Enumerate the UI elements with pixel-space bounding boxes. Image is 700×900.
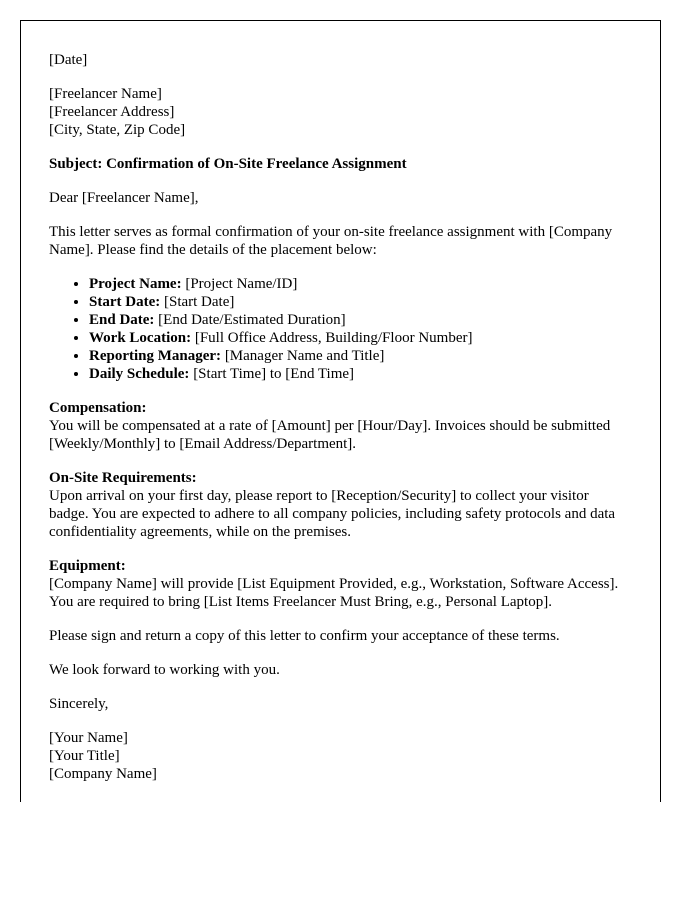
letter-subject: Subject: Confirmation of On-Site Freelance Assignment	[49, 156, 407, 172]
signature-name: [Your Name]	[49, 730, 128, 746]
recipient-name: [Freelancer Name]	[49, 86, 162, 102]
salutation: Dear [Freelancer Name],	[49, 190, 199, 206]
detail-value: [Manager Name and Title]	[221, 348, 385, 364]
detail-daily-schedule	[89, 365, 632, 383]
detail-value: [Start Date]	[160, 294, 235, 310]
detail-term: End Date:	[89, 312, 155, 328]
detail-term: Start Date:	[89, 294, 161, 310]
letter-page	[20, 20, 661, 802]
intro-paragraph: This letter serves as formal confirmation of your on-site freelance assignment with [Company Name]. Please find the details of the placement below:	[49, 224, 613, 258]
assignment-details-list	[49, 275, 632, 383]
compensation-heading: Compensation:	[49, 400, 147, 416]
letter-date: [Date]	[49, 52, 88, 68]
detail-project-name	[89, 275, 632, 293]
signature-title: [Your Title]	[49, 748, 120, 764]
detail-term: Work Location:	[89, 330, 192, 346]
closing-note: We look forward to working with you.	[49, 662, 280, 678]
detail-term: Project Name:	[89, 276, 182, 292]
detail-end-date	[89, 311, 632, 329]
equipment-heading: Equipment:	[49, 558, 126, 574]
compensation-text: You will be compensated at a rate of [Amount] per [Hour/Day]. Invoices should be submitted [Weekly/Monthly] to [Email Address/Department].	[49, 418, 611, 452]
equipment-text: [Company Name] will provide [List Equipment Provided, e.g., Workstation, Software Access]. You are required to bring [List Items Freelancer Must Bring, e.g., Personal Laptop].	[49, 576, 619, 610]
detail-work-location	[89, 329, 632, 347]
detail-value: [Project Name/ID]	[181, 276, 298, 292]
detail-term: Reporting Manager:	[89, 348, 222, 364]
detail-value: [Full Office Address, Building/Floor Number]	[191, 330, 473, 346]
signature-company: [Company Name]	[49, 766, 157, 782]
detail-value: [End Date/Estimated Duration]	[154, 312, 346, 328]
recipient-block	[49, 85, 632, 139]
compensation-section	[49, 399, 632, 453]
closing-request: Please sign and return a copy of this letter to confirm your acceptance of these terms.	[49, 628, 560, 644]
detail-reporting-manager	[89, 347, 632, 365]
recipient-city-state-zip: [City, State, Zip Code]	[49, 122, 186, 138]
detail-value: [Start Time] to [End Time]	[189, 366, 355, 382]
sign-off: Sincerely,	[49, 696, 109, 712]
equipment-section	[49, 557, 632, 611]
detail-term: Daily Schedule:	[89, 366, 190, 382]
requirements-text: Upon arrival on your first day, please report to [Reception/Security] to collect your visitor badge. You are expected to adhere to all company policies, including safety protocols and data confidentiality agreements, while on the premises.	[49, 488, 616, 540]
requirements-heading: On-Site Requirements:	[49, 470, 197, 486]
signature-block	[49, 729, 632, 783]
detail-start-date	[89, 293, 632, 311]
requirements-section	[49, 469, 632, 541]
recipient-address: [Freelancer Address]	[49, 104, 175, 120]
